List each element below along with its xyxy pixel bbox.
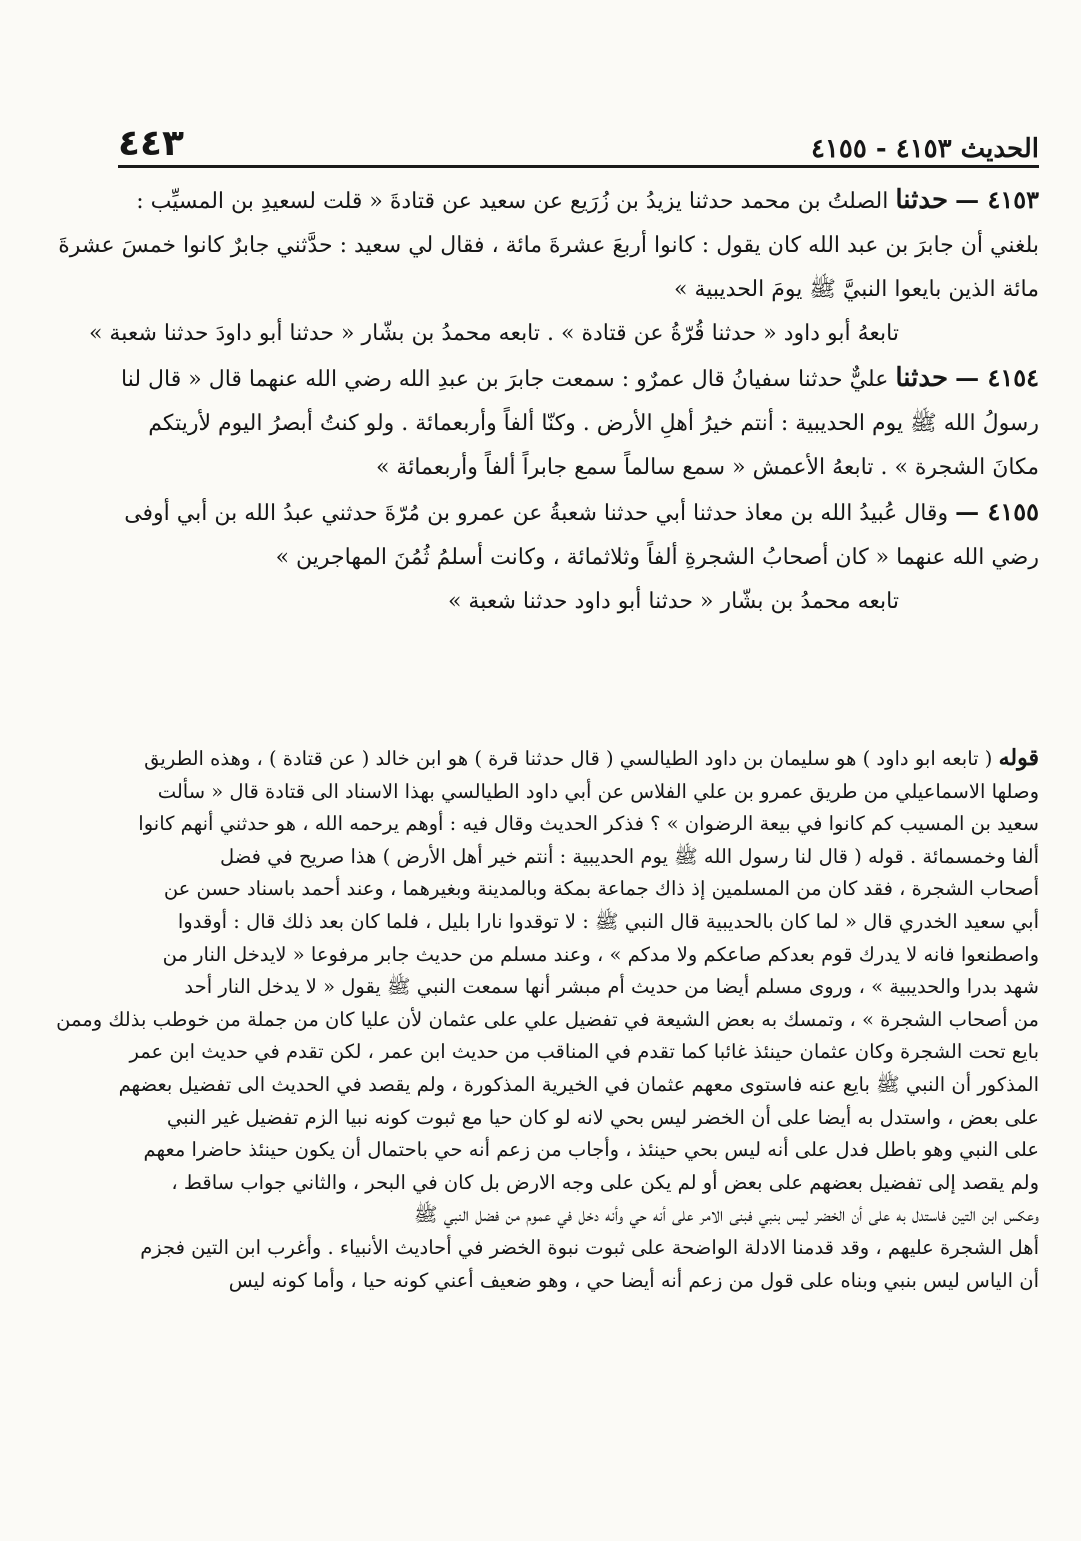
commentary-line: شهد بدرا والحديبية » ، وروى مسلم أيضا من حديث أم مبشر أنها سمعت النبي ﷺ يقول « لا يدخل النار أحد — [184, 975, 1039, 999]
hadith-number: ٤١٥٤ — — [955, 363, 1039, 392]
hadith-number: ٤١٥٣ — — [955, 185, 1039, 214]
commentary-line: وعكس ابن التين فاستدل به على أن الخضر ليس بنبي فبنى الامر على أنه حي وأنه دخل في عموم من فضل النبي ﷺ — [414, 1203, 1039, 1227]
hadith-line: رضي الله عنهما « كان أصحابُ الشجرةِ ألفاً وثلاثمائة ، وكانت أسلمُ ثُمُنَ المهاجرين » — [275, 545, 1039, 570]
hadith-4155 — [38, 490, 1039, 624]
hadith-line-text: الصلتُ بن محمد حدثنا يزيدُ بن زُرَيع عن سعيد عن قتادةَ « قلت لسعيدِ بن المسيِّب : — [136, 189, 889, 214]
commentary-line: بايع تحت الشجرة وكان عثمان حينئذ غائبا كما تقدم في المناقب من حديث ابن عمر ، لكن تقدم في حديث ابن عمر — [129, 1040, 1039, 1064]
commentary-line: أبي سعيد الخدري قال « لما كان بالحديبية قال النبي ﷺ : لا توقدوا نارا بليل ، فلما كان بعد ذلك قال : أوقدوا — [177, 909, 1039, 933]
commentary-line: المذكور أن النبي ﷺ بايع عنه فاستوى معهم عثمان في الخيرية المذكورة ، ولم يقصد في الحديث الى تفضيل بعضهم — [118, 1072, 1039, 1096]
commentary-line: وصلها الاسماعيلي من طريق عمرو بن علي الفلاس عن أبي داود الطيالسي بهذا الاسناد الى قتادة قال « سألت — [157, 779, 1039, 803]
hadith-line — [38, 178, 1039, 224]
commentary-line: من أصحاب الشجرة » ، وتمسك به بعض الشيعة في تفضيل علي على عثمان لأن عليا كان من جملة من خوطب بذلك وممن — [56, 1007, 1039, 1031]
hadith-keyword: حدثنا — [895, 185, 949, 215]
hadith-line: بلغني أن جابرَ بن عبد الله كان يقول : كانوا أربعَ عشرةَ مائة ، فقال لي سعيد : حدَّثني جابرٌ كانوا خمسَ عشرةَ — [58, 233, 1039, 258]
commentary-keyword: قوله — [998, 745, 1039, 771]
hadith-line: مكانَ الشجرة » . تابعهُ الأعمش « سمع سالماً سمع جابراً ألفاً وأربعمائة » — [375, 455, 1039, 480]
hadith-text-block — [38, 178, 1039, 624]
hadith-4154 — [38, 356, 1039, 490]
commentary-block — [38, 742, 1039, 1297]
commentary-line: ألفا وخمسمائة . قوله ( قال لنا رسول الله ﷺ يوم الحديبية : أنتم خير أهل الأرض ) هذا صريح في فضل — [219, 844, 1039, 868]
commentary-line — [38, 742, 1039, 776]
hadith-followup: تابعه محمدُ بن بشّار « حدثنا أبو داود حدثنا شعبة » — [447, 589, 899, 614]
commentary-line: على بعض ، واستدل به أيضا على أن الخضر ليس بحي لانه لو كان حيا مع ثبوت كونه نبيا الزم تفضيل غير النبي — [166, 1105, 1039, 1129]
hadith-line — [38, 490, 1039, 536]
hadith-number: ٤١٥٥ — — [955, 497, 1039, 526]
page-header — [118, 118, 1039, 164]
hadith-followup: تابعهُ أبو داود « حدثنا قُرّةُ عن قتادة » . تابعه محمدُ بن بشّار « حدثنا أبو داودَ حدثنا شعبة » — [88, 321, 899, 346]
commentary-line: على النبي وهو باطل فدل على أنه ليس بحي حينئذ ، وأجاب من زعم أنه حي باحتمال أن يكون حينئذ حاضرا معهم — [143, 1138, 1039, 1162]
hadith-line-text: عليٌّ حدثنا سفيانُ قال عمرٌو : سمعت جابرَ بن عبدِ الله رضي الله عنهما قال « قال لنا — [121, 367, 889, 392]
hadith-4153 — [38, 178, 1039, 356]
running-title: الحديث ٤١٥٣ - ٤١٥٥ — [810, 134, 1039, 164]
commentary-line: واصطنعوا فانه لا يدرك قوم بعدكم صاعكم ولا مدكم » ، وعند مسلم من حديث جابر مرفوعا « لايدخل النار من — [162, 942, 1039, 966]
hadith-line — [38, 356, 1039, 402]
commentary-line: سعيد بن المسيب كم كانوا في بيعة الرضوان » ؟ فذكر الحديث وقال فيه : أوهم يرحمه الله ، هو حدثني أنهم كانوا — [138, 812, 1039, 836]
hadith-keyword: حدثنا — [895, 363, 949, 393]
page-number: ٤٤٣ — [118, 123, 184, 164]
hadith-line: مائة الذين بايعوا النبيَّ ﷺ يومَ الحديبية » — [674, 277, 1039, 302]
hadith-line-text: وقال عُبيدُ الله بن معاذ حدثنا أبي حدثنا شعبةُ عن عمرو بن مُرّةَ حدثني عبدُ الله بن أبي أوفى — [124, 501, 949, 526]
hadith-line: رسولُ الله ﷺ يوم الحديبية : أنتم خيرُ أهلِ الأرض . وكنّا ألفاً وأربعمائة . ولو كنتُ أبصرُ اليوم لأريتكم — [148, 411, 1039, 436]
commentary-line: أن الياس ليس بنبي وبناه على قول من زعم أنه أيضا حي ، وهو ضعيف أعني كونه حيا ، وأما كونه ليس — [228, 1268, 1039, 1292]
commentary-line: أهل الشجرة عليهم ، وقد قدمنا الادلة الواضحة على ثبوت نبوة الخضر في أحاديث الأنبياء . وأغرب ابن التين فجزم — [140, 1235, 1039, 1259]
commentary-line-text: ( تابعه ابو داود ) هو سليمان بن داود الطيالسي ( قال حدثنا قرة ) هو ابن خالد ( عن قتادة ) ، وهذه الطريق — [144, 747, 993, 770]
commentary-line: أصحاب الشجرة ، فقد كان من المسلمين إذ ذاك جماعة بمكة وبالمدينة وبغيرهما ، وعند أحمد باسناد حسن عن — [163, 877, 1039, 901]
commentary-line: ولم يقصد إلى تفضيل بعضهم على بعض أو لم يكن على وجه الارض بل كان في البحر ، والثاني جواب ساقط ، — [171, 1170, 1039, 1194]
header-rule — [118, 165, 1039, 168]
